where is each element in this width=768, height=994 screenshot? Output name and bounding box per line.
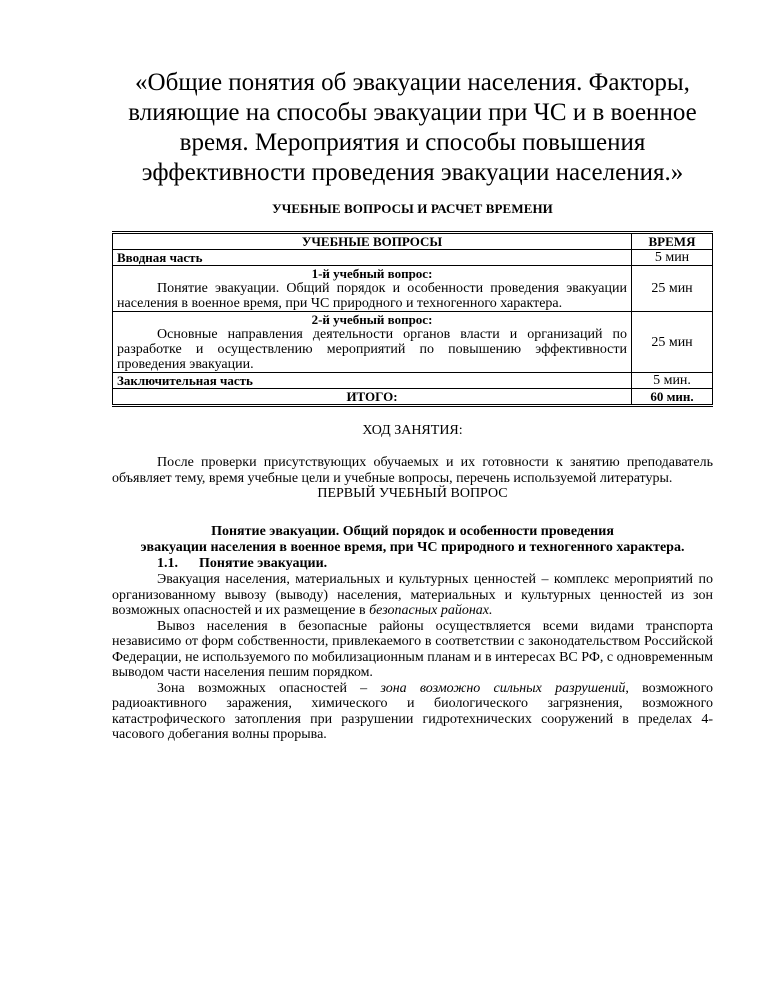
first-question-heading: ПЕРВЫЙ УЧЕБНЫЙ ВОПРОС bbox=[317, 486, 508, 501]
q2-text: Основные направления деятельности органов власти и организаций по разработке и осуществлению мероприятий по повышению эффективности проведения эвакуации. bbox=[117, 327, 627, 372]
para3-rest: , возможного радиоактивного заражения, химического и биологического загрязнения, возможного катастрофического затопления при разрушении гидротехнических сооружений в пределах 4-часового добегания волны прорыва. bbox=[112, 680, 713, 742]
final-time: 5 мин. bbox=[632, 373, 713, 389]
table-row bbox=[113, 266, 713, 312]
q2-cell bbox=[113, 312, 632, 373]
table-header-row bbox=[113, 233, 713, 250]
course-heading: ХОД ЗАНЯТИЯ: bbox=[362, 423, 463, 438]
para3-italic: зона возможно сильных разрушений bbox=[380, 680, 626, 696]
intro-label: Вводная часть bbox=[113, 250, 632, 266]
document-page bbox=[112, 68, 713, 743]
q2-title: 2-й учебный вопрос: bbox=[311, 312, 433, 327]
topic-line1: Понятие эвакуации. Общий порядок и особенности проведения bbox=[211, 524, 614, 539]
total-time: 60 мин. bbox=[632, 389, 713, 406]
table-row bbox=[113, 312, 713, 373]
q2-time: 25 мин bbox=[632, 312, 713, 373]
header-questions: УЧЕБНЫЕ ВОПРОСЫ bbox=[113, 233, 632, 250]
para1-italic: безопасных районах. bbox=[369, 603, 493, 618]
plan-heading: УЧЕБНЫЕ ВОПРОСЫ И РАСЧЕТ ВРЕМЕНИ bbox=[272, 201, 553, 216]
total-label: ИТОГО: bbox=[113, 389, 632, 406]
subsection-title: Понятие эвакуации. bbox=[199, 556, 328, 571]
final-label: Заключительная часть bbox=[113, 373, 632, 389]
topic-line2: эвакуации населения в военное время, при ЧС природного и техногенного характера. bbox=[140, 540, 685, 555]
header-time: ВРЕМЯ bbox=[632, 233, 713, 250]
q1-text: Понятие эвакуации. Общий порядок и особенности проведения эвакуации населения в военное время, при ЧС природного и техногенного характера. bbox=[117, 281, 627, 311]
paragraph-transport: Вывоз населения в безопасные районы осуществляется всеми видами транспорта независимо от форм собственности, привлекаемого в соответствии с законодательством Российской Федерации, не используемого по мобилизационным планам и в интересах ВС РФ, с одновременным выводом части населения пешим порядком. bbox=[112, 618, 713, 680]
paragraph-evacuation bbox=[112, 572, 713, 619]
intro-time: 5 мин bbox=[632, 250, 713, 266]
time-plan-table bbox=[112, 231, 713, 407]
table-row bbox=[113, 373, 713, 389]
topic-heading bbox=[112, 524, 713, 556]
paragraph-danger-zone bbox=[112, 681, 713, 743]
table-row bbox=[113, 250, 713, 266]
subsection-number: 1.1. bbox=[157, 556, 178, 571]
q1-title: 1-й учебный вопрос: bbox=[311, 266, 433, 281]
para3-start: Зона возможных опасностей – bbox=[157, 680, 381, 696]
q1-cell bbox=[113, 266, 632, 312]
q1-time: 25 мин bbox=[632, 266, 713, 312]
subsection-heading bbox=[112, 556, 713, 572]
para1-main: Эвакуация населения, материальных и культурных ценностей – комплекс мероприятий по организованному вывозу (выводу) населения, материальных и культурных ценностей из зон возможных опасностей и их размещение в bbox=[112, 572, 713, 618]
table-total-row bbox=[113, 389, 713, 406]
document-title: «Общие понятия об эвакуации населения. Факторы, влияющие на способы эвакуации при ЧС и в военное время. Мероприятия и способы повышения эффективности проведения эвакуации населения.» bbox=[128, 69, 697, 186]
intro-paragraph: После проверки присутствующих обучаемых и их готовности к занятию преподаватель объявляет тему, время учебные цели и учебные вопросы, перечень используемой литературы. bbox=[112, 455, 713, 486]
